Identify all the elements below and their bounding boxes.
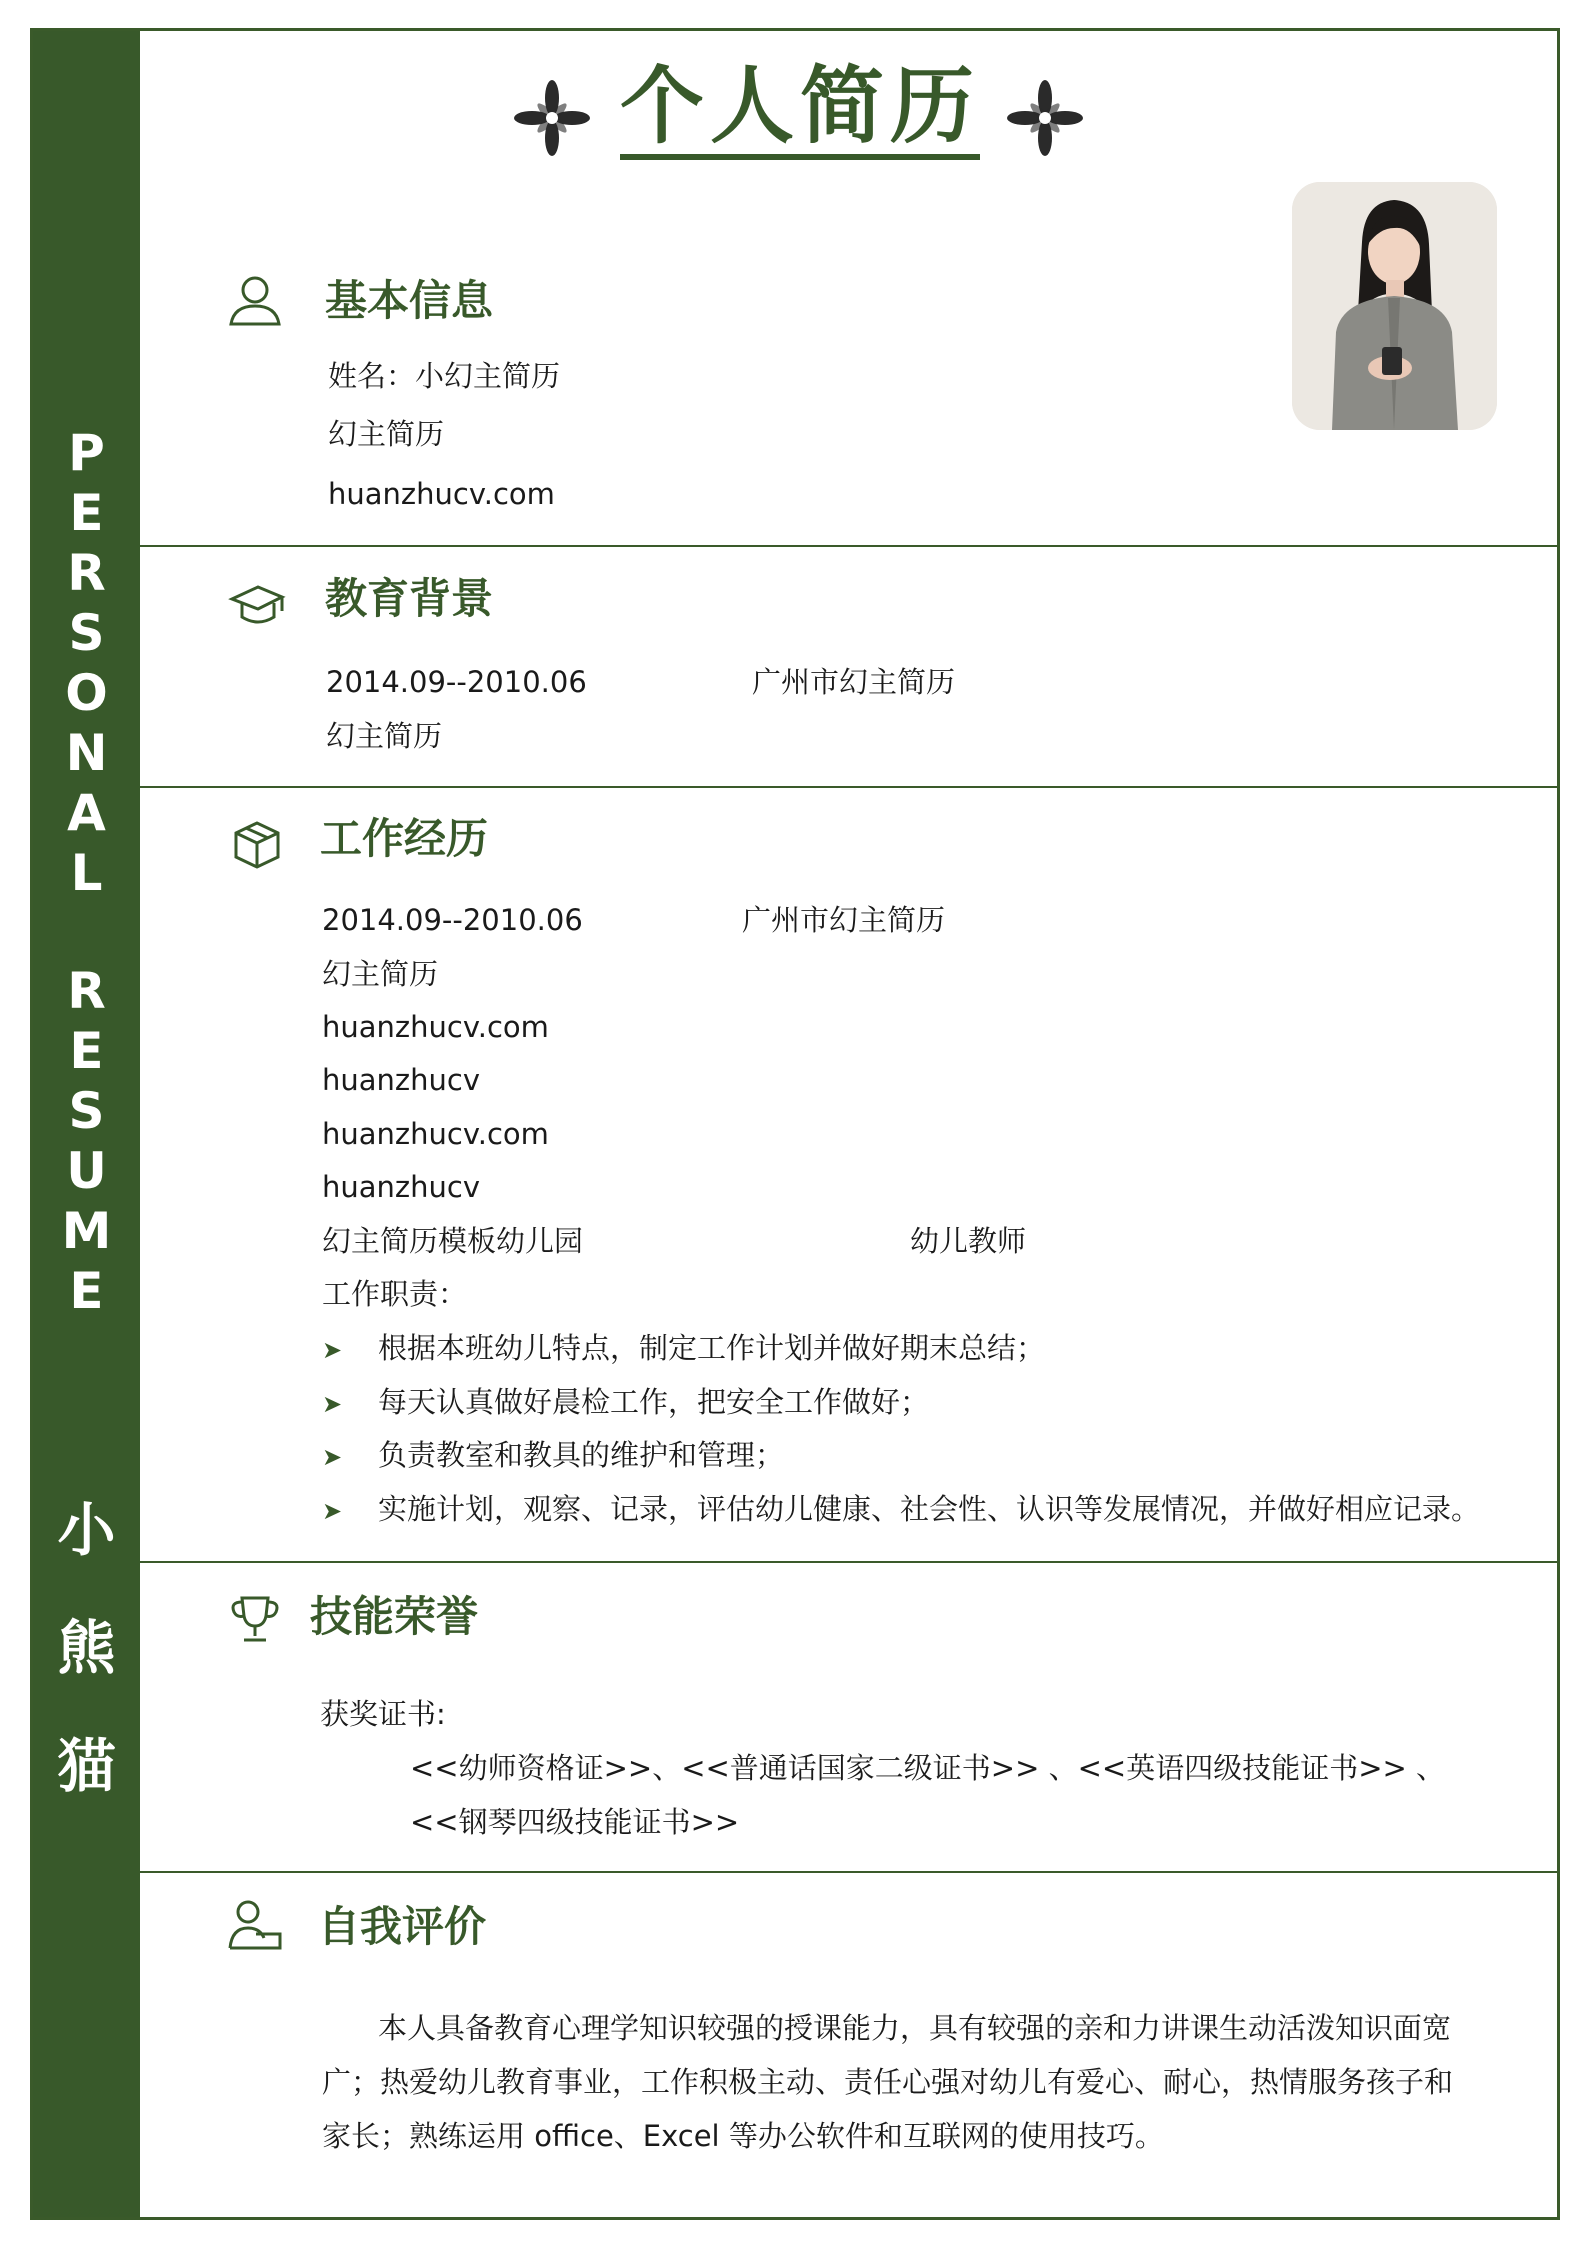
self-line2: 广；热爱幼儿教育事业，工作积极主动、责任心强对幼儿有爱心、耐心，热情服务孩子和 xyxy=(322,2065,1454,2099)
page-title: 个人简历 xyxy=(620,60,980,160)
basic-line3: huanzhucv.com xyxy=(328,477,555,511)
section-title-skills: 技能荣誉 xyxy=(310,1592,479,1641)
arrow-bullet-icon: ➤ xyxy=(322,1390,343,1418)
work-line: huanzhucv.com xyxy=(322,1117,549,1151)
duty-item xyxy=(322,1437,784,1475)
self-line1: 本人具备教育心理学知识较强的授课能力，具有较强的亲和力讲课生动活泼知识面宽 xyxy=(378,2011,1452,2045)
work-line: huanzhucv xyxy=(322,1170,480,1204)
person-photo-illustration xyxy=(1292,182,1497,430)
user-presentation-icon xyxy=(226,1898,284,1956)
duty-text: 实施计划，观察、记录，评估幼儿健康、社会性、认识等发展情况，并做好相应记录。 xyxy=(378,1492,1481,1526)
arrow-bullet-icon: ➤ xyxy=(322,1336,343,1364)
edu-school: 广州市幻主简历 xyxy=(752,665,956,699)
basic-name: 姓名：小幻主简历 xyxy=(328,359,561,393)
skills-line1: <<幼师资格证>>、<<普通话国家二级证书>> 、<<英语四级技能证书>> 、 xyxy=(410,1751,1446,1785)
duty-text: 负责教室和教具的维护和管理； xyxy=(378,1438,785,1472)
duty-text: 每天认真做好晨检工作，把安全工作做好； xyxy=(378,1385,930,1419)
section-title-education: 教育背景 xyxy=(325,574,494,623)
section-divider xyxy=(140,545,1560,547)
work-employer: 幻主简历模板幼儿园 xyxy=(322,1224,584,1258)
work-line: huanzhucv xyxy=(322,1063,480,1097)
arrow-bullet-icon: ➤ xyxy=(322,1443,343,1471)
section-divider xyxy=(140,1871,1560,1873)
skills-label: 获奖证书: xyxy=(320,1697,446,1731)
work-duties-label: 工作职责： xyxy=(322,1277,468,1311)
work-company: 广州市幻主简历 xyxy=(742,903,946,937)
user-icon xyxy=(226,272,284,330)
sidebar-name-text: 小 熊 猫 xyxy=(57,1496,116,1800)
edu-major: 幻主简历 xyxy=(326,719,443,753)
edu-period: 2014.09--2010.06 xyxy=(326,665,587,699)
duty-text: 根据本班幼儿特点，制定工作计划并做好期末总结； xyxy=(378,1331,1046,1365)
section-divider xyxy=(140,786,1560,788)
graduation-cap-icon xyxy=(228,575,286,633)
sidebar-resume-text: R E S U M E xyxy=(61,962,112,1320)
work-position: 幼儿教师 xyxy=(910,1224,1027,1258)
work-line: 幻主简历 xyxy=(322,957,439,991)
trophy-icon xyxy=(226,1590,284,1648)
work-line: huanzhucv.com xyxy=(322,1010,549,1044)
title-block xyxy=(500,57,1110,170)
flower-icon xyxy=(512,78,592,158)
section-divider xyxy=(140,1561,1560,1563)
section-title-self: 自我评价 xyxy=(318,1902,487,1951)
work-period: 2014.09--2010.06 xyxy=(322,903,583,937)
box-icon xyxy=(228,813,286,871)
skills-line2: <<钢琴四级技能证书>> xyxy=(410,1805,740,1839)
profile-photo xyxy=(1292,182,1497,430)
duty-item xyxy=(322,1491,1480,1529)
flower-icon xyxy=(1005,78,1085,158)
duty-item xyxy=(322,1384,929,1422)
section-title-basic: 基本信息 xyxy=(325,276,494,325)
self-line3: 家长；熟练运用 office、Excel 等办公软件和互联网的使用技巧。 xyxy=(322,2119,1164,2153)
section-title-work: 工作经历 xyxy=(320,814,489,863)
basic-line2: 幻主简历 xyxy=(328,417,445,451)
sidebar-personal-text: P E R S O N A L xyxy=(65,424,108,902)
arrow-bullet-icon: ➤ xyxy=(322,1497,343,1525)
duty-item xyxy=(322,1330,1045,1368)
